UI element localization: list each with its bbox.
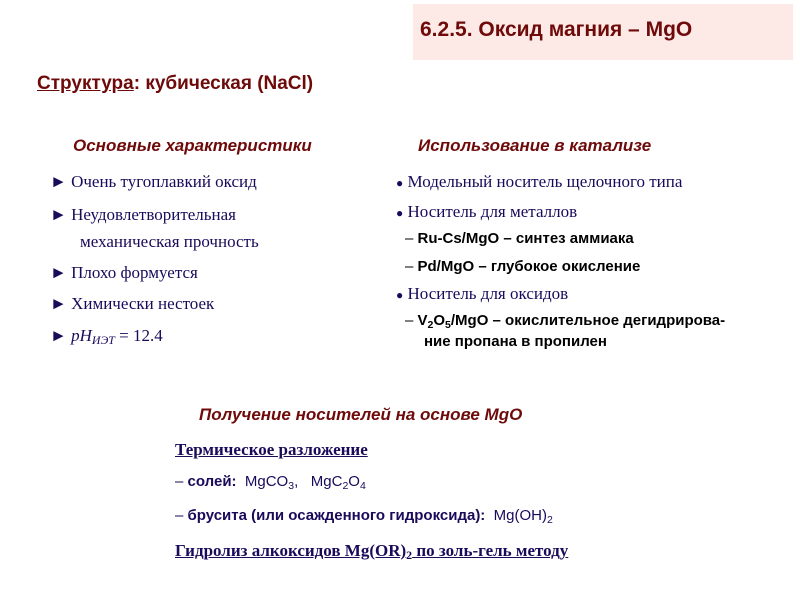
o-sub: 4: [359, 480, 366, 492]
o-subscript: 5: [445, 319, 451, 331]
dot-bullet-icon: ●: [396, 288, 404, 302]
o-text: O: [348, 473, 360, 490]
structure-colon: :: [133, 73, 141, 94]
mgoh2-formula: [494, 507, 553, 524]
hydrolysis-text-end: по золь-гель методу: [412, 541, 569, 560]
right-sub-ru-text: Ru-Cs/MgO – синтез аммиака: [417, 230, 634, 247]
arrow-bullet-icon: ►: [50, 294, 67, 313]
salts-label: солей:: [187, 473, 237, 490]
left-heading: Основные характеристики: [73, 136, 312, 155]
right-sub-pd: [405, 258, 640, 275]
right-sub-v: [405, 312, 725, 331]
right-heading: Использование в катализе: [418, 136, 652, 155]
hydrolysis-sub: 2: [406, 548, 413, 562]
page-title: 6.2.5. Оксид магния – MgO: [420, 18, 693, 41]
ph-symbol: pH: [71, 326, 92, 345]
right-item-1: [396, 172, 682, 192]
ph-subscript: ИЭТ: [91, 333, 115, 347]
structure-value: кубическая (NaCl): [140, 73, 314, 94]
comma: ,: [294, 473, 299, 490]
right-sub-ru: [405, 230, 634, 247]
left-item-2-cont: механическая прочность: [80, 232, 259, 251]
arrow-bullet-icon: ►: [50, 263, 67, 282]
o-symbol: O: [433, 312, 446, 329]
left-item-3: [50, 263, 198, 283]
structure-label: Структура: [37, 73, 134, 94]
v-symbol: V: [417, 312, 428, 329]
dash-icon: –: [405, 312, 414, 329]
dash-icon: –: [175, 473, 184, 490]
dot-bullet-icon: ●: [396, 176, 404, 190]
mgoh-text: Mg(OH): [493, 507, 547, 524]
dash-icon: –: [175, 507, 184, 524]
right-item-3-text: Носитель для оксидов: [407, 284, 569, 303]
left-item-1: [50, 172, 257, 192]
v-subscript: 2: [427, 319, 434, 331]
mgc-sub: 2: [342, 480, 349, 492]
dash-icon: –: [405, 230, 414, 247]
left-item-1-text: Очень тугоплавкий оксид: [71, 172, 257, 191]
mgco3-formula: [245, 473, 298, 490]
right-item-1-text: Модельный носитель щелочного типа: [407, 172, 683, 191]
right-sub-v-text: /MgO – окислительное дегидрирова-: [450, 312, 726, 329]
mgco-sub: 3: [288, 480, 295, 492]
structure-line: [37, 73, 313, 95]
dot-bullet-icon: ●: [396, 206, 404, 220]
brucite-line: [175, 507, 553, 526]
left-item-2-text: Неудовлетворительная: [71, 205, 236, 224]
salts-line: [175, 473, 366, 492]
dash-icon: –: [405, 258, 414, 275]
right-item-3: [396, 284, 568, 304]
left-item-5: [50, 326, 163, 348]
right-sub-v-cont: ние пропана в пропилен: [424, 333, 607, 350]
hydrolysis-line: [175, 541, 568, 563]
left-item-4-text: Химически нестоек: [71, 294, 215, 313]
left-item-2: [50, 205, 236, 225]
hydrolysis-text: Гидролиз алкоксидов Mg(OR): [175, 541, 407, 560]
mgc-text: MgC: [310, 473, 343, 490]
arrow-bullet-icon: ►: [50, 326, 67, 345]
mgc2o4-formula: [311, 473, 366, 490]
right-sub-pd-text: Pd/MgO – глубокое окисление: [417, 258, 641, 275]
right-item-2: [396, 202, 577, 222]
mgco-text: MgCO: [244, 473, 289, 490]
arrow-bullet-icon: ►: [50, 205, 67, 224]
thermal-decomposition: Термическое разложение: [175, 440, 368, 459]
right-item-2-text: Носитель для металлов: [407, 202, 578, 221]
left-item-4: [50, 294, 214, 314]
ph-value: = 12.4: [114, 326, 163, 345]
brucite-label: брусита (или осажденного гидроксида):: [187, 507, 486, 524]
left-item-3-text: Плохо формуется: [71, 263, 198, 282]
mgoh-sub: 2: [546, 514, 553, 526]
bottom-heading: Получение носителей на основе MgO: [199, 405, 523, 424]
arrow-bullet-icon: ►: [50, 172, 67, 191]
